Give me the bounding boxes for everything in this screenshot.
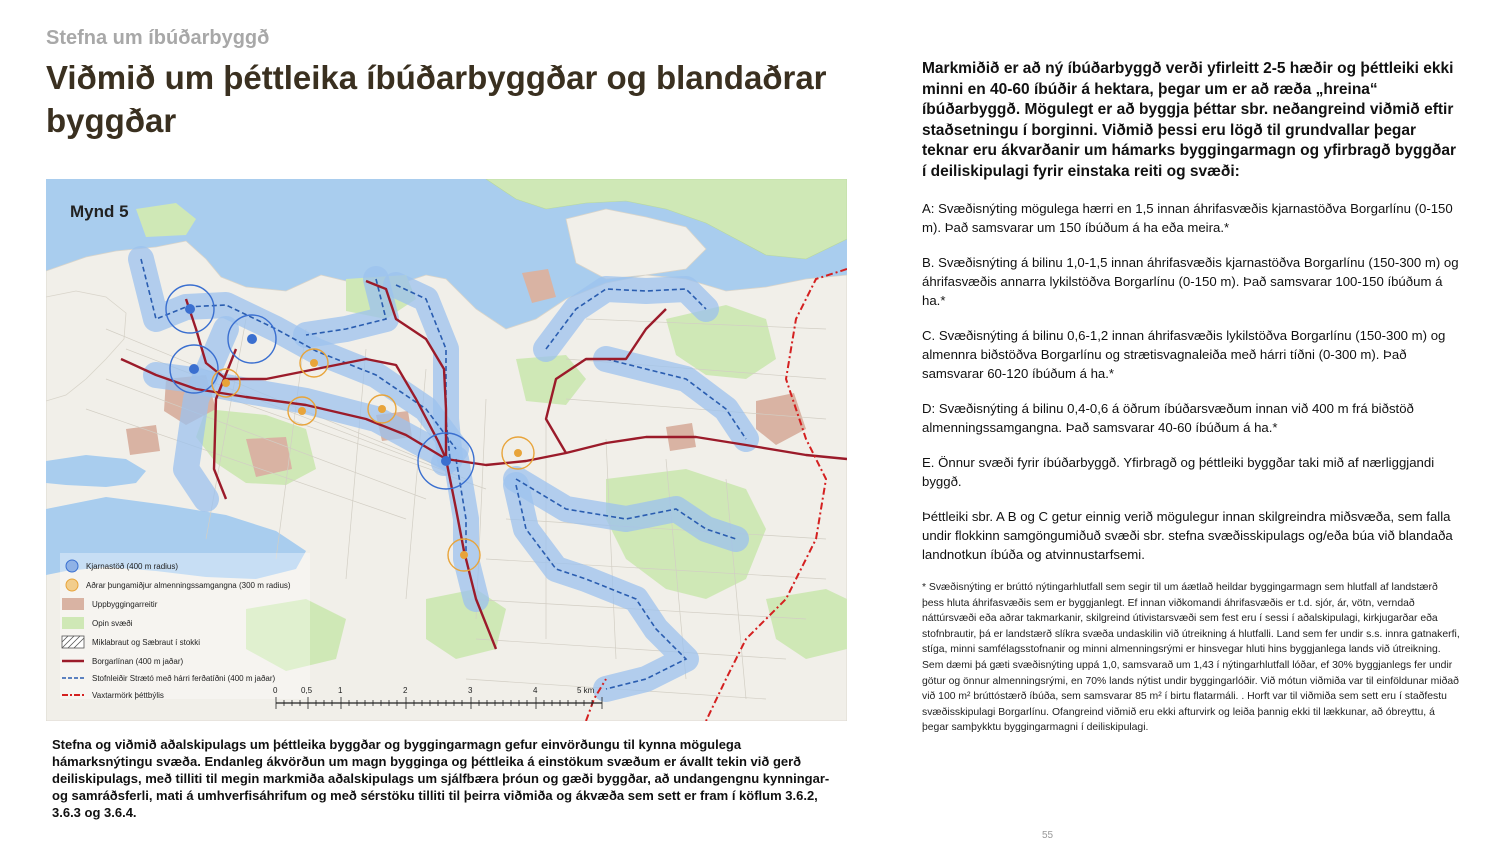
thungamidja-icon <box>66 579 78 591</box>
svg-text:0: 0 <box>273 686 278 695</box>
svg-text:Vaxtarmörk þéttbýlis: Vaxtarmörk þéttbýlis <box>92 691 164 700</box>
svg-text:Kjarnastöð (400 m radius): Kjarnastöð (400 m radius) <box>86 562 179 571</box>
criterion-d: D: Svæðisnýting á bilinu 0,4-0,6 á öðrum íbúðarsvæðum innan við 400 m frá biðstöð almenningssamgangna. Það samsvarar 40-60 íbúðum á ha.* <box>922 401 1414 435</box>
legend-opin-svaedi <box>62 617 133 629</box>
svg-text:Miklabraut og Sæbraut í stokki: Miklabraut og Sæbraut í stokki <box>92 638 201 647</box>
intro-paragraph: Markmiðið er að ný íbúðarbyggð verði yfirleitt 2-5 hæðir og þéttleiki ekki minni en 40-60 íbúðir á hektara, þegar um er að ræða „hreina“ íbúðarbyggð. Mögulegt er að byggja þéttar sbr. neðangreind viðmið eftir staðsetningu í borginni. Viðmið þessi eru lögð til grundvallar þegar teknar eru ákvarðanir um hámarks byggingarmagn og yfirbragð byggðar í deiliskipulagi fyrir einstaka reiti og svæði: <box>922 60 1457 180</box>
uppbyggingarreitir-swatch <box>62 598 84 610</box>
map-legend <box>60 553 310 700</box>
kjarnastod-icon <box>66 560 78 572</box>
map-canvas <box>46 179 847 721</box>
svg-text:0,5: 0,5 <box>301 686 313 695</box>
criteria-column <box>922 59 1462 736</box>
density-note: Þéttleiki sbr. A B og C getur einnig verið mögulegur innan skilgreindra miðsvæða, sem falla undir flokkinn samgöngumiðuð svæði sbr. stefna svæðisskipulags og/eða búa við blandaða landnotkun íbúða og atvinnustarfsemi. <box>922 509 1453 562</box>
page-title: Viðmið um þéttleika íbúðarbyggðar og blandaðrar byggðar <box>46 59 827 139</box>
svg-text:1: 1 <box>338 686 343 695</box>
legend-stokkur <box>62 636 200 648</box>
svg-text:Opin svæði: Opin svæði <box>92 619 133 628</box>
svg-text:4: 4 <box>533 686 538 695</box>
legend-thungamidja <box>66 579 291 591</box>
map-label: Mynd 5 <box>70 202 129 221</box>
svg-text:5 km: 5 km <box>577 686 595 695</box>
svg-text:Aðrar þungamiðjur almenningssa: Aðrar þungamiðjur almenningssamgangna (300 m radius) <box>86 581 291 590</box>
criterion-c: C. Svæðisnýting á bilinu 0,6-1,2 innan áhrifasvæðis lykilstöðva Borgarlínu (150-300 m) og almennra biðstöðva Borgarlínu og strætisvagnaleiða með hárri tíðni (0-300 m). Það samsvarar 60-120 íbúðum á ha.* <box>922 328 1446 381</box>
footnote: * Svæðisnýting er brúttó nýtingarhlutfall sem segir til um áætlað heildar byggingarmagn sem hlutfall af landstærð þess hluta áhrifasvæðis sem er byggjanlegt. Ef innan viðkomandi áhrifasvæðis er t.d. sjór, ár, vötn, verndað náttúrsvæði eða aðrar takmarkanir, skilgreind útivistarsvæði sem fest eru í sessi í aðalskipulagi, kirkjugarðar eða stofnbrautir, þá er landstærð slíkra svæða undaskilin við útreikning á hlutfalli. Land sem fer undir s.s. innra gatnakerfi, stíga, minni samfélagsstofnanir og minni almenningsrými er hinsvegar hluti hins byggjanlega lands við útreikning. Sem dæmi þá gæti svæðisnýting uppá 1,0, samsvarað um 1,43 í nýtingarhlutfall lóðar, ef 30% byggjanlegs fer undir götur og önnur almenningsrými, en 70% lands nýtist undir byggingarlóðir. Við mótun viðmiða var til einföldunar miðað við 100 m² brúttóstærð íbúða, sem samsvarar 85 m² í birtu flatarmáli. . Horft var til viðmiða sem sett eru í staðfestu svæðisskipulagi Borgarlínu. Ofangreind viðmið eru ekki afturvirk og leiða þannig ekki til lækkunar, að óbreyttu, á þegar samþykktu byggingarmagni í deiliskipulagi. <box>922 582 1460 734</box>
stokkur-swatch <box>62 636 84 648</box>
map-caption: Stefna og viðmið aðalskipulags um þéttleika byggðar og byggingarmagn gefur einvörðungu til kynna mögulega hámarksnýtingu svæða. Endanleg ákvörðun um magn bygginga og þéttleika á einstökum svæðum er ávallt tekin við gerð deiliskipulags, með tilliti til megin markmiða aðalskipulags um sjálfbæra þróun og gæði byggðar, að undangengnu kynningar- og samráðsferli, mati á umhverfisáhrifum og með sérstöku tilliti til þeirra viðmiða og ákvæða sem sett er fram í köflum 3.6.2, 3.6.3 og 3.6.4. <box>52 737 830 820</box>
svg-text:2: 2 <box>403 686 408 695</box>
criterion-b: B. Svæðisnýting á bilinu 1,0-1,5 innan áhrifasvæðis kjarnastöðva Borgarlínu (150-300 m) og áhrifasvæðis annarra lykilstöðva Borgarlínu (0-150 m). Það samsvarar 100-150 íbúðum á ha.* <box>922 255 1459 308</box>
legend-uppbyggingarreitir <box>62 598 158 610</box>
land-peninsula <box>566 209 706 279</box>
svg-text:Borgarlínan (400 m jaðar): Borgarlínan (400 m jaðar) <box>92 657 184 666</box>
criterion-e: E. Önnur svæði fyrir íbúðarbyggð. Yfirbragð og þéttleiki byggðar taki mið af nærliggjandi byggð. <box>922 455 1435 489</box>
svg-text:3: 3 <box>468 686 473 695</box>
opin-svaedi-swatch <box>62 617 84 629</box>
section-subtitle: Stefna um íbúðarbyggð <box>46 27 270 49</box>
criterion-a: A: Svæðisnýting mögulega hærri en 1,5 innan áhrifasvæðis kjarnastöðva Borgarlínu (0-150 m). Það samsvarar um 150 íbúðum á ha eða meira.* <box>922 201 1453 235</box>
svg-text:Uppbyggingarreitir: Uppbyggingarreitir <box>92 600 158 609</box>
page-number: 55 <box>1042 830 1054 841</box>
svg-text:Stofnleiðir Strætó með hárri f: Stofnleiðir Strætó með hárri ferðatíðni (400 m jaðar) <box>92 674 276 683</box>
legend-straeto <box>62 674 276 683</box>
density-map <box>46 179 847 721</box>
